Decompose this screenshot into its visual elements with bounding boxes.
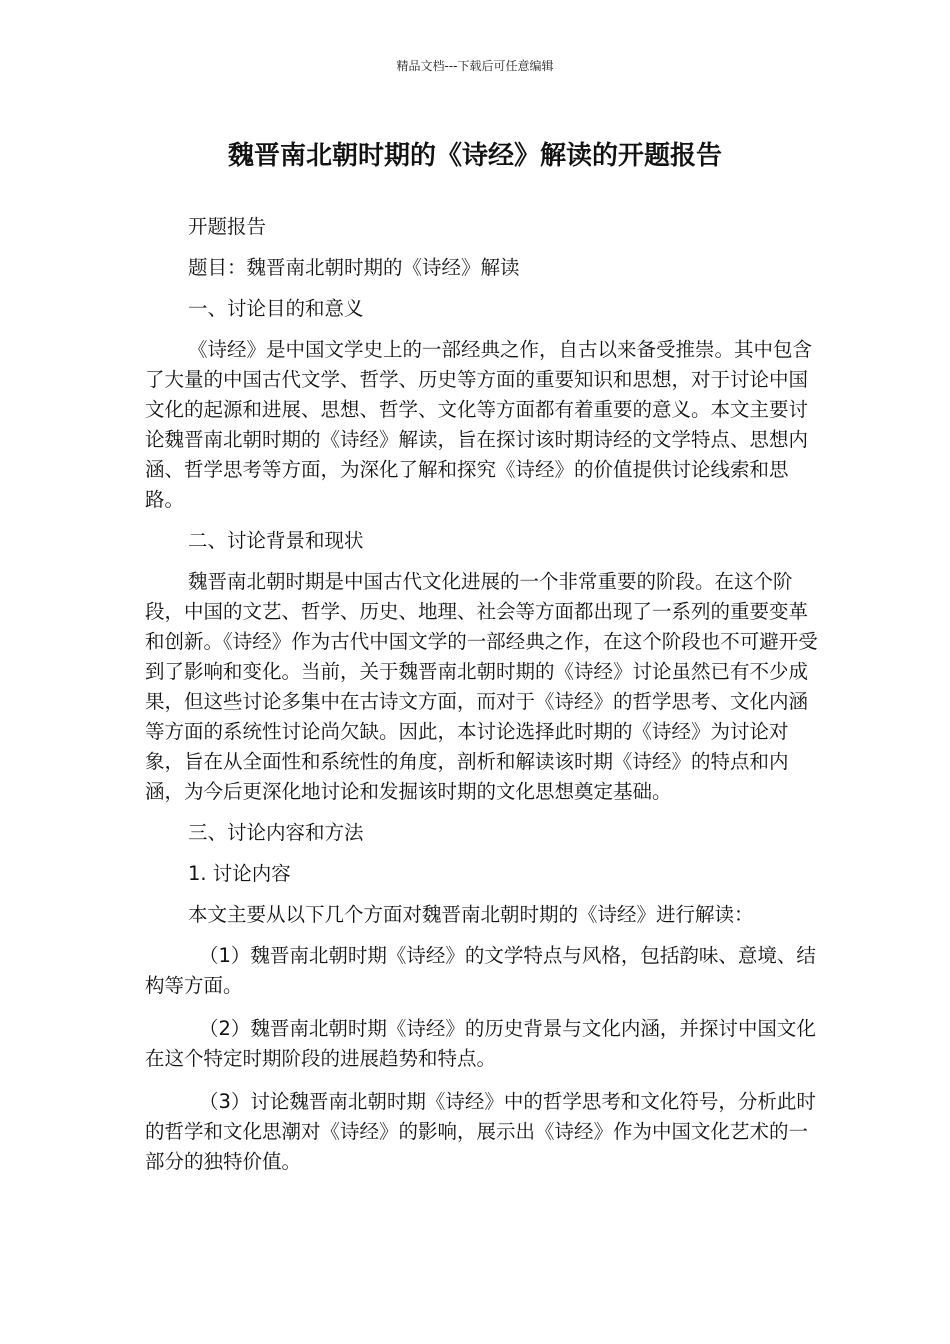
section-label: 开题报告 <box>188 215 267 238</box>
section-heading-content-method: 三、讨论内容和方法 <box>188 821 364 844</box>
document-body <box>145 212 820 1190</box>
subsection-heading-content: 1. 讨论内容 <box>188 862 291 885</box>
section-heading-purpose: 一、讨论目的和意义 <box>188 297 364 320</box>
list-item: （3）讨论魏晋南北朝时期《诗经》中的哲学思考和文化符号，分析此时的哲学和文化思潮对《诗经》的影响，展示出《诗经》作为中国文化艺术的一部分的独特价值。 <box>145 1090 816 1173</box>
body-paragraph-intro: 本文主要从以下几个方面对魏晋南北朝时期的《诗经》进行解读： <box>188 903 754 926</box>
list-item: （1）魏晋南北朝时期《诗经》的文学特点与风格，包括韵味、意境、结构等方面。 <box>145 944 816 997</box>
topic-line: 题目：魏晋南北朝时期的《诗经》解读 <box>188 256 520 279</box>
document-title: 魏晋南北朝时期的《诗经》解读的开题报告 <box>227 141 722 171</box>
header-note: 精品文档---下载后可任意编辑 <box>396 59 554 73</box>
section-heading-background: 二、讨论背景和现状 <box>188 529 364 552</box>
body-paragraph-purpose: 《诗经》是中国文学史上的一部经典之作，自古以来备受推崇。其中包含了大量的中国古代文学、哲学、历史等方面的重要知识和思想，对于讨论中国文化的起源和进展、思想、哲学、文化等方面都有着重要的意义。本文主要讨论魏晋南北朝时期的《诗经》解读，旨在探讨该时期诗经的文学特点、思想内涵、哲学思考等方面，为深化了解和探究《诗经》的价值提供讨论线索和思路。 <box>145 338 813 511</box>
body-paragraph-background: 魏晋南北朝时期是中国古代文化进展的一个非常重要的阶段。在这个阶段，中国的文艺、哲学、历史、地理、社会等方面都出现了一系列的重要变革和创新。《诗经》作为古代中国文学的一部经典之作，在这个阶段也不可避开受到了影响和变化。当前，关于魏晋南北朝时期的《诗经》讨论虽然已有不少成果，但这些讨论多集中在古诗文方面，而对于《诗经》的哲学思考、文化内涵等方面的系统性讨论尚欠缺。因此，本讨论选择此时期的《诗经》为讨论对象，旨在从全面性和系统性的角度，剖析和解读该时期《诗经》的特点和内涵，为今后更深化地讨论和发掘该时期的文化思想奠定基础。 <box>145 570 818 803</box>
list-item: （2）魏晋南北朝时期《诗经》的历史背景与文化内涵，并探讨中国文化在这个特定时期阶段的进展趋势和特点。 <box>145 1017 816 1070</box>
